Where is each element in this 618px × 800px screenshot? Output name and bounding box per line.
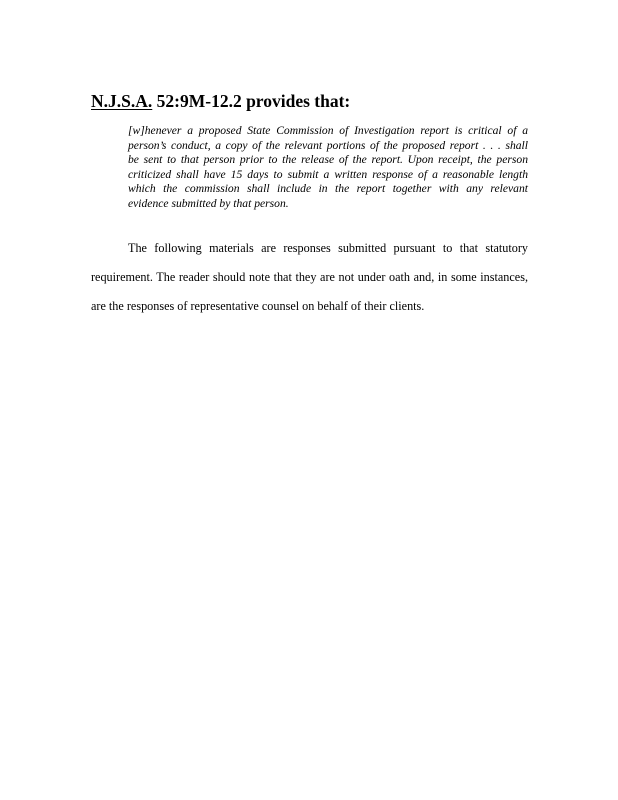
quote-line: criticized shall have 15 days to submit a written response of a reasonable length bbox=[128, 167, 528, 181]
quote-line: [w]henever a proposed State Commission of Investigation report is critical of a bbox=[128, 124, 528, 137]
body-line: requirement. The reader should note that they are not under oath and, in some instances, bbox=[91, 270, 528, 284]
quote-line: evidence submitted by that person. bbox=[128, 196, 289, 210]
statute-quote bbox=[128, 124, 528, 212]
statute-heading-rest: 52:9M-12.2 provides that: bbox=[152, 91, 351, 111]
body-line: are the responses of representative counsel on behalf of their clients. bbox=[91, 299, 425, 313]
statute-heading bbox=[91, 90, 350, 112]
statute-citation: N.J.S.A. bbox=[91, 91, 153, 111]
body-line: The following materials are responses submitted pursuant to that statutory bbox=[128, 241, 528, 255]
body-paragraph bbox=[91, 234, 528, 321]
quote-line: person’s conduct, a copy of the relevant portions of the proposed report . . . shall bbox=[128, 138, 528, 152]
quote-line: be sent to that person prior to the release of the report. Upon receipt, the person bbox=[128, 153, 528, 167]
quote-line: which the commission shall include in the report together with any relevant bbox=[128, 182, 528, 196]
